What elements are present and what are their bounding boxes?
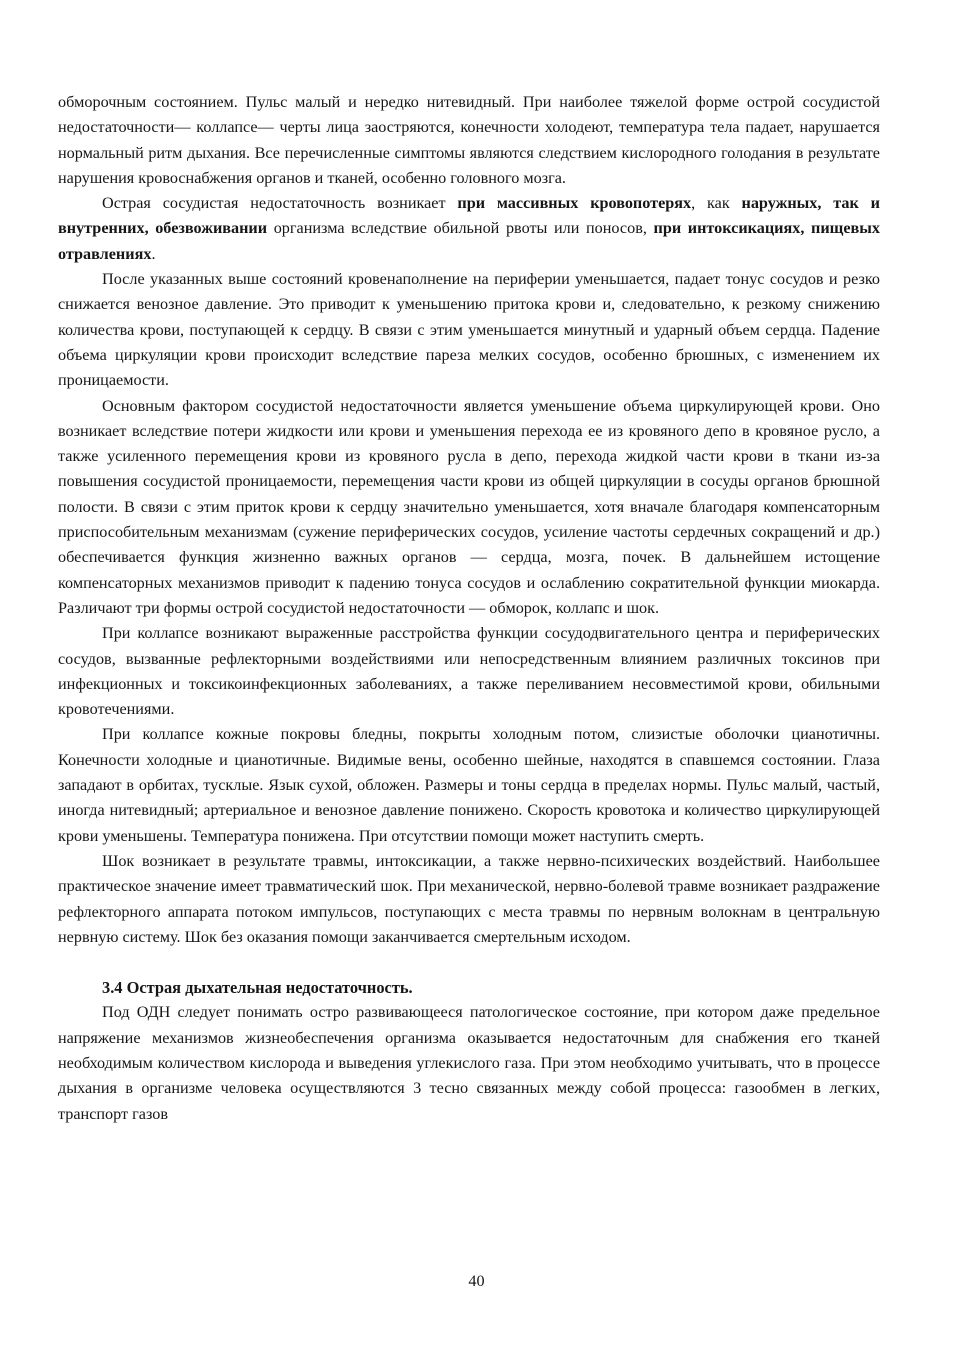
page-body <box>58 90 880 1127</box>
text-segment: После указанных выше состояний кровенаполнение на периферии уменьшается, падает тонус сосудов и резко снижается венозное давление. Это приводит к уменьшению притока крови и, следовательно, к резкому снижению количества крови, поступающей к сердцу. В связи с этим уменьшается минутный и ударный объем сердца. Падение объема циркуляции крови происходит вследствие пареза мелких сосудов, особенно брюшных, с изменением их проницаемости. <box>58 270 880 390</box>
body-paragraph <box>58 849 880 950</box>
text-segment: Острая сосудистая недостаточность возникает <box>102 194 458 213</box>
bold-text-segment: при интоксикациях, пищевых отравлениях <box>58 219 880 263</box>
text-segment: Основным фактором сосудистой недостаточности является уменьшение объема циркулирующей крови. Оно возникает вследствие потери жидкости или крови и уменьшения перехода ее из кровяного депо в кровяное русло, а также усиленного перемещения крови из кровяного русла в депо, перехода жидкой части крови в ткани из-за повышения сосудистой проницаемости, перемещения части крови из общей циркуляции в сосуды органов брюшной полости. В связи с этим приток крови к сердцу значительно уменьшается, хотя вначале благодаря компенсаторным приспособительным механизмам (сужение периферических сосудов, усиление частоты сердечных сокращений и др.) обеспечивается функция жизненно важных органов — сердца, мозга, почек. В дальнейшем истощение компенсаторных механизмов приводит к падению тонуса сосудов и ослаблению сократительной функции миокарда. Различают три формы острой сосудистой недостаточности — обморок, коллапс и шок. <box>58 396 880 617</box>
page-number: 40 <box>468 1272 485 1290</box>
text-segment: организма вследствие обильной рвоты или поносов, <box>267 219 654 238</box>
body-paragraph <box>58 267 880 393</box>
text-segment: При коллапсе возникают выраженные расстройства функции сосудодвигательного центра и периферических сосудов, вызванные рефлекторными воздействиями или непосредственным влиянием различных токсинов при инфекционных и токсикоинфекционных заболеваниях, а также переливанием несовместимой крови, обильными кровотечениями. <box>58 624 880 719</box>
paragraph-group-main <box>58 90 880 950</box>
body-paragraph <box>58 394 880 622</box>
bold-text-segment: наружных, так и внутренних, обезвоживании <box>58 194 880 238</box>
body-paragraph <box>58 1000 880 1126</box>
body-paragraph <box>58 722 880 848</box>
section-heading: 3.4 Острая дыхательная недостаточность. <box>102 978 413 998</box>
text-segment: , как <box>691 194 742 213</box>
paragraph-group-section <box>58 1000 880 1126</box>
text-segment: обморочным состоянием. Пульс малый и нередко нитевидный. При наиболее тяжелой форме острой сосудистой недостаточности— коллапсе— черты лица заостряются, конечности холодеют, температура тела падает, нарушается нормальный ритм дыхания. Все перечисленные симптомы являются следствием кислородного голодания в результате нарушения кровоснабжения органов и тканей, особенно головного мозга. <box>58 93 880 187</box>
text-segment: Шок возникает в результате травмы, интоксикации, а также нервно-психических воздействий. Наибольшее практическое значение имеет травматический шок. При механической, нервно-болевой травме возникает раздражение рефлекторного аппарата потоком импульсов, поступающих с места травмы по нервным волокнам в центральную нервную систему. Шок без оказания помощи заканчивается смертельным исходом. <box>58 851 880 946</box>
body-paragraph <box>58 621 880 722</box>
text-segment: . <box>151 244 156 263</box>
body-paragraph <box>58 191 880 267</box>
bold-text-segment: при массивных кровопотерях <box>457 194 692 213</box>
text-segment: При коллапсе кожные покровы бледны, покрыты холодным потом, слизистые оболочки цианотичны. Конечности холодные и цианотичные. Видимые вены, особенно шейные, находятся в спавшемся состоянии. Глаза западают в орбитах, тусклые. Язык сухой, обложен. Размеры и тоны сердца в пределах нормы. Пульс малый, частый, иногда нитевидный; артериальное и венозное давление понижено. Скорость кровотока и количество циркулирующей крови уменьшены. Температура понижена. При отсутствии помощи может наступить смерть. <box>58 725 880 845</box>
text-segment: Под ОДН следует понимать остро развивающееся патологическое состояние, при котором даже предельное напряжение механизмов жизнеобеспечения организма оказывается недостаточным для снабжения его тканей необходимым количеством кислорода и выведения углекислого газа. При этом необходимо учитывать, что в процессе дыхания в организме человека осуществляются 3 тесно связанных между собой процесса: газообмен в легких, транспорт газов <box>58 1003 880 1123</box>
body-paragraph <box>58 90 880 191</box>
